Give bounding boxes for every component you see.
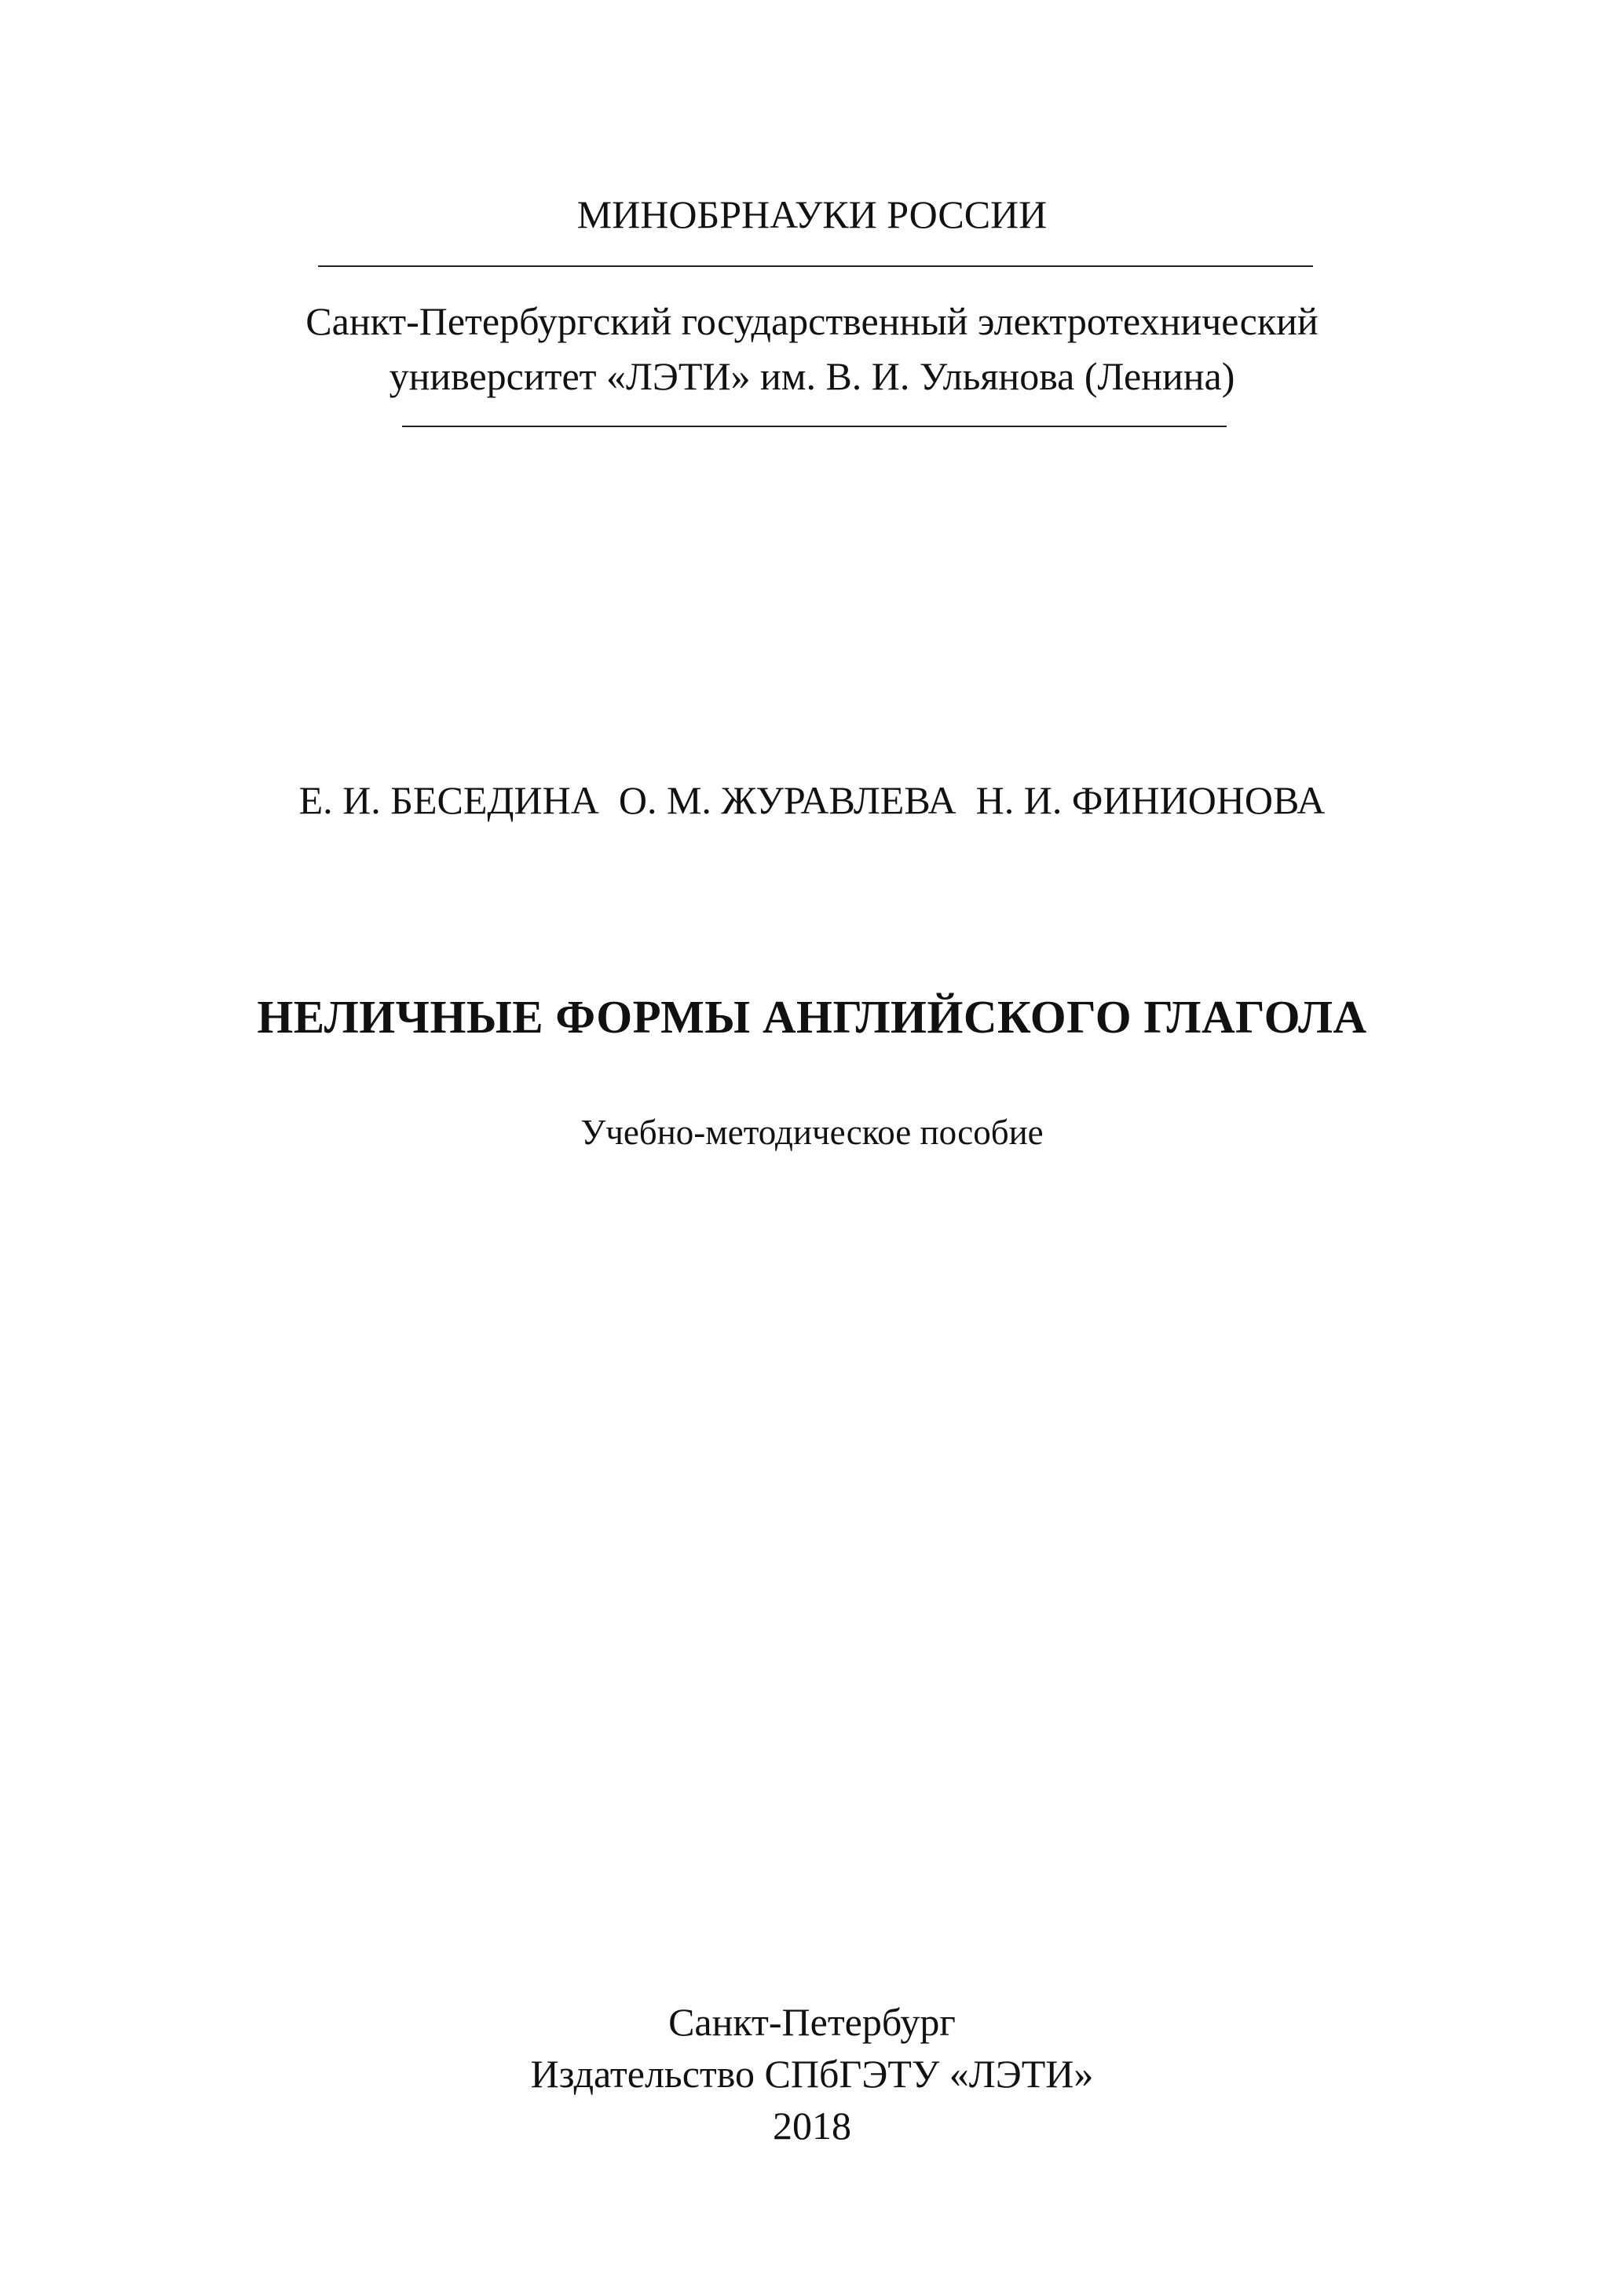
- book-title: НЕЛИЧНЫЕ ФОРМЫ АНГЛИЙСКОГО ГЛАГОЛА: [257, 991, 1367, 1043]
- publication-city: Санкт-Петербург: [668, 2000, 956, 2044]
- header-rule-top: [318, 265, 1313, 267]
- ministry-name: МИНОБРНАУКИ РОССИИ: [576, 192, 1048, 236]
- header-rule-bottom: [402, 426, 1227, 427]
- publisher: Издательство СПбГЭТУ «ЛЭТИ»: [530, 2052, 1094, 2096]
- authors: Е. И. БЕСЕДИНА О. М. ЖУРАВЛЕВА Н. И. ФИНИОНОВА: [298, 778, 1326, 822]
- university-name-line-1: Санкт-Петербургский государственный электротехнический: [305, 299, 1319, 343]
- book-subtitle: Учебно-методическое пособие: [580, 1113, 1044, 1152]
- publication-year: 2018: [773, 2104, 851, 2148]
- university-name-line-2: университет «ЛЭТИ» им. В. И. Ульянова (Ленина): [389, 354, 1235, 398]
